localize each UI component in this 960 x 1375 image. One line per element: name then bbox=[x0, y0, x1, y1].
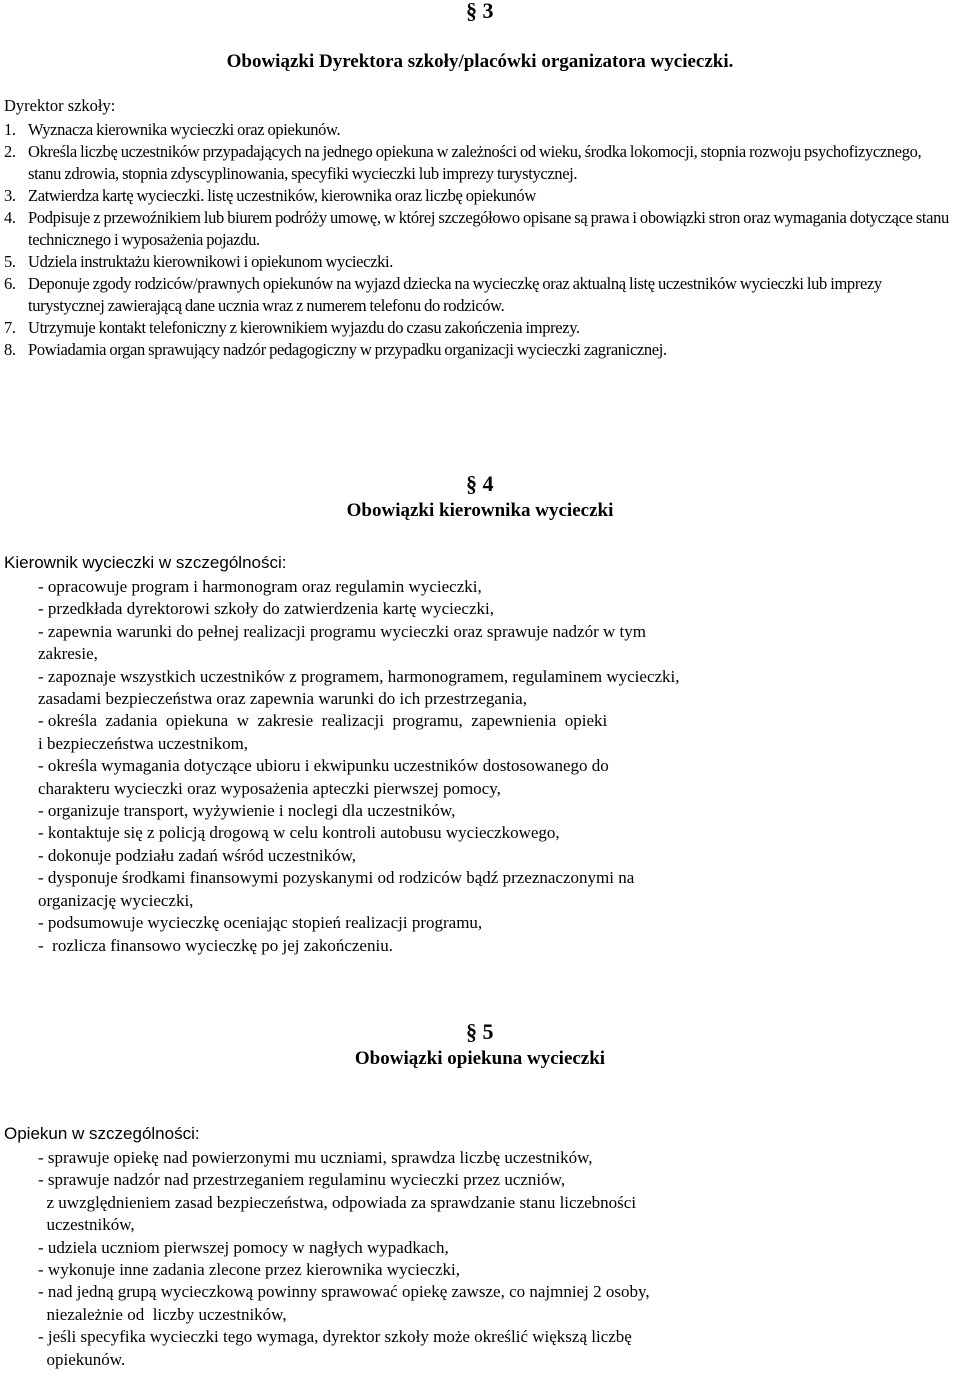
section-3-item-text: Deponuje zgody rodziców/prawnych opiekunów na wyjazd dziecka na wycieczkę oraz aktualną listę uczestników wycieczki lub imprezy turystycznej zawierającą dane ucznia wraz z numerem telefonu do rodziców. bbox=[28, 274, 882, 315]
section-3-item-number: 6. bbox=[4, 274, 16, 293]
section-4-line: charakteru wycieczki oraz wyposażenia apteczki pierwszej pomocy, bbox=[38, 778, 501, 798]
section-4-line: - dysponuje środkami finansowymi pozyskanymi od rodziców bądź przeznaczonymi na bbox=[38, 868, 635, 888]
section-3-item-number: 7. bbox=[4, 318, 16, 337]
section-3-item bbox=[4, 339, 954, 361]
section-4-line: zasadami bezpieczeństwa oraz zapewnia warunki do ich przestrzegania, bbox=[38, 689, 527, 709]
section-4-line: - rozlicza finansowo wycieczkę po jej zakończeniu. bbox=[38, 935, 393, 955]
section-4-line: - dokonuje podziału zadań wśród uczestników, bbox=[38, 845, 357, 865]
section-5-line: opiekunów. bbox=[38, 1349, 126, 1369]
section-3-title: Obowiązki Dyrektora szkoły/placówki organizatora wycieczki. bbox=[226, 51, 734, 72]
section-3-item-text: Podpisuje z przewoźnikiem lub biurem podróży umowę, w której szczegółowo opisane są prawa i obowiązki stron oraz wymagania dotyczące stanu technicznego i wyposażenia pojazdu. bbox=[28, 208, 949, 249]
section-5-intro: Opiekun w szczególności: bbox=[4, 1124, 200, 1143]
section-4-line: i bezpieczeństwa uczestnikom, bbox=[38, 733, 249, 753]
section-4-line: organizację wycieczki, bbox=[38, 890, 194, 910]
section-4-line: - zapoznaje wszystkich uczestników z programem, harmonogramem, regulaminem wycieczki, bbox=[38, 666, 680, 686]
section-5-line: - sprawuje opiekę nad powierzonymi mu uczniami, sprawdza liczbę uczestników, bbox=[38, 1148, 593, 1167]
section-3-item-number: 4. bbox=[4, 208, 16, 227]
section-4-list bbox=[38, 576, 680, 957]
section-5-list bbox=[38, 1147, 650, 1371]
section-4-line: - zapewnia warunki do pełnej realizacji programu wycieczki oraz sprawuje nadzór w tym bbox=[38, 621, 646, 641]
section-5-line: - sprawuje nadzór nad przestrzeganiem regulaminu wycieczki przez uczniów, bbox=[38, 1170, 566, 1190]
section-3-item bbox=[4, 185, 954, 207]
section-4-line: - określa wymagania dotyczące ubioru i ekwipunku uczestników dostosowanego do bbox=[38, 756, 609, 776]
section-4-line: - opracowuje program i harmonogram oraz regulamin wycieczki, bbox=[38, 577, 482, 596]
section-4-line: - podsumowuje wycieczkę oceniając stopień realizacji programu, bbox=[38, 913, 483, 933]
section-3-item-number: 3. bbox=[4, 186, 16, 205]
section-3-item-number: 5. bbox=[4, 252, 16, 271]
section-3-item-text: Powiadamia organ sprawujący nadzór pedagogiczny w przypadku organizacji wycieczki zagranicznej. bbox=[28, 340, 667, 359]
section-4-line: zakresie, bbox=[38, 644, 98, 664]
section-3-item-text: Wyznacza kierownika wycieczki oraz opiekunów. bbox=[28, 120, 341, 139]
section-3-item-text: Określa liczbę uczestników przypadających na jednego opiekuna w zależności od wieku, środka lokomocji, stopnia rozwoju psychofizycznego, stanu zdrowia, stopnia zdyscyplinowania, specyfiki wycieczki lub imprezy turystycznej. bbox=[28, 142, 922, 183]
section-3-item bbox=[4, 317, 954, 339]
section-4-line: - kontaktuje się z policją drogową w celu kontroli autobusu wycieczkowego, bbox=[38, 823, 560, 843]
section-5-title: Obowiązki opiekuna wycieczki bbox=[354, 1048, 606, 1069]
section-3-item-number: 8. bbox=[4, 340, 16, 359]
section-3-item bbox=[4, 141, 954, 185]
section-5-line: z uwzględnieniem zasad bezpieczeństwa, odpowiada za sprawdzanie stanu liczebności bbox=[38, 1192, 637, 1212]
section-4-line: - organizuje transport, wyżywienie i noclegi dla uczestników, bbox=[38, 801, 456, 821]
section-4-line: - przedkłada dyrektorowi szkoły do zatwierdzenia kartę wycieczki, bbox=[38, 599, 494, 619]
section-3-list bbox=[4, 119, 954, 361]
section-3-item-text: Utrzymuje kontakt telefoniczny z kierownikiem wyjazdu do czasu zakończenia imprezy. bbox=[28, 318, 580, 337]
section-3-intro: Dyrektor szkoły: bbox=[4, 96, 116, 115]
section-3-item bbox=[4, 207, 954, 251]
section-5-line: - jeśli specyfika wycieczki tego wymaga, dyrektor szkoły może określić większą liczbę bbox=[38, 1327, 632, 1347]
section-5-line: - wykonuje inne zadania zlecone przez kierownika wycieczki, bbox=[38, 1260, 460, 1280]
section-5-line: uczestników, bbox=[38, 1215, 135, 1235]
section-3-item bbox=[4, 273, 954, 317]
section-4-mark: § 4 bbox=[466, 471, 494, 496]
section-4-intro: Kierownik wycieczki w szczególności: bbox=[4, 553, 287, 572]
section-3-item-number: 2. bbox=[4, 142, 16, 161]
section-4-line: - określa zadania opiekuna w zakresie realizacji programu, zapewnienia opieki bbox=[38, 711, 608, 731]
section-4-title: Obowiązki kierownika wycieczki bbox=[346, 500, 614, 521]
section-3-item bbox=[4, 251, 954, 273]
section-3-item-text: Udziela instruktażu kierownikowi i opiekunom wycieczki. bbox=[28, 252, 393, 271]
section-5-mark: § 5 bbox=[466, 1019, 494, 1044]
section-5-line: niezależnie od liczby uczestników, bbox=[38, 1304, 287, 1324]
section-3-mark: § 3 bbox=[466, 0, 494, 23]
section-5-line: - nad jedną grupą wycieczkową powinny sprawować opiekę zawsze, co najmniej 2 osoby, bbox=[38, 1282, 650, 1302]
section-3-item-number: 1. bbox=[4, 120, 16, 139]
section-5-line: - udziela uczniom pierwszej pomocy w nagłych wypadkach, bbox=[38, 1237, 449, 1257]
section-3-item bbox=[4, 119, 954, 141]
section-3-item-text: Zatwierdza kartę wycieczki. listę uczestników, kierownika oraz liczbę opiekunów bbox=[28, 186, 536, 205]
